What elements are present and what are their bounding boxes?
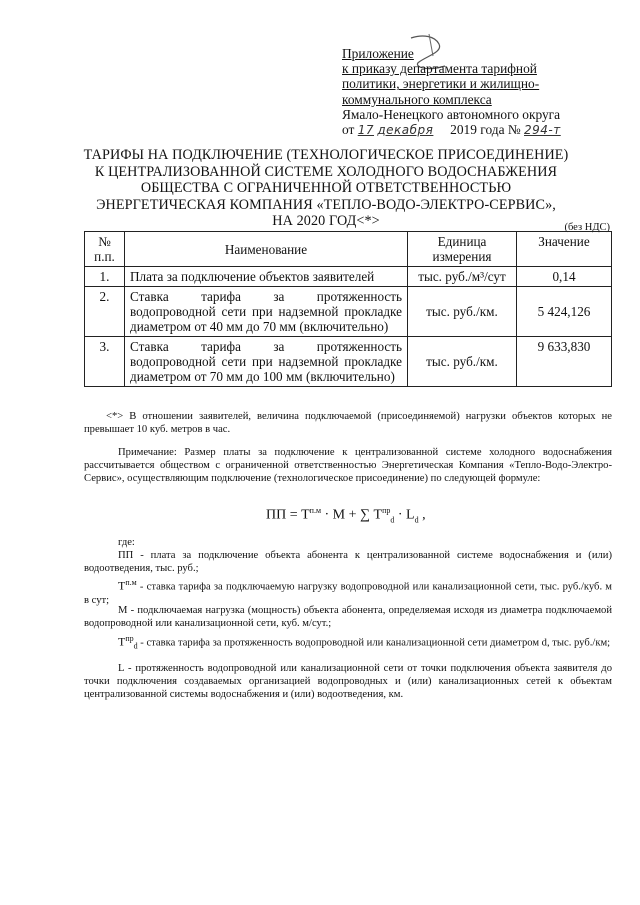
date-prefix: от [342, 122, 355, 138]
row-value: 5 424,126 [517, 287, 612, 337]
appendix-header [342, 46, 610, 138]
definition-pp: ПП - плата за подключение объекта абонента к централизованной системе водоснабжения и (или) водоотведения, тыс. руб.; [84, 550, 612, 575]
vat-note: (без НДС) [564, 222, 610, 233]
appendix-line: Приложение [342, 46, 414, 61]
def-td-sup: пр [125, 634, 134, 643]
where-text: где: [118, 537, 135, 548]
formula-lhs: ПП = Т [266, 507, 310, 523]
date-year: 2019 года № [450, 122, 521, 138]
date-day: 17 [357, 123, 375, 138]
appendix-line: политики, энергетики и жилищно- [342, 76, 540, 92]
row-unit: тыс. руб./м³/сут [408, 267, 517, 287]
def-t-sup: п.м [125, 578, 137, 587]
row-unit: тыс. руб./км. [408, 337, 517, 387]
row-name [125, 267, 408, 287]
row-name [125, 287, 408, 337]
row-name-text: Плата за подключение объектов заявителей [130, 269, 375, 284]
formula-td-sub: d [390, 515, 395, 525]
header-name: Наименование [125, 232, 408, 267]
def-t-text: - ставка тарифа за подключаемую нагрузку водопроводной или канализационной сети, тыс. руб./куб. м в сут; [84, 581, 612, 606]
appendix-line: к приказу департамента тарифной [342, 61, 537, 77]
title-line: НА 2020 ГОД<*> [272, 213, 380, 230]
row-value: 9 633,830 [517, 337, 612, 387]
definition-l: L - протяженность водопроводной или канализационной сети от точки подключения объекта заявителя до точки подключения создаваемых организацией водопроводных и (или) канализационных сетей к объектам централизованной системы водоснабжения и (или) водоотведения, км. [84, 663, 612, 701]
appendix-line: коммунального комплекса [342, 91, 492, 107]
def-td-text: - ставка тарифа за протяженность водопроводной или канализационной сети диаметром d, тыс. руб./км; [137, 637, 611, 649]
definition-m: М - подключаемая нагрузка (мощность) объекта абонента, определяемая исходя из диаметра подключаемой водопроводной или канализационной сети, куб. м/сут.; [84, 605, 612, 630]
row-num: 3. [85, 337, 125, 387]
row-unit: тыс. руб./км. [408, 287, 517, 337]
title-line: ЭНЕРГЕТИЧЕСКАЯ КОМПАНИЯ «ТЕПЛО-ВОДО-ЭЛЕКТРО-СЕРВИС», [96, 196, 556, 213]
title-line: ОБЩЕСТВА С ОГРАНИЧЕННОЙ ОТВЕТСТВЕННОСТЬЮ [140, 180, 512, 197]
title-line: ТАРИФЫ НА ПОДКЛЮЧЕНИЕ (ТЕХНОЛОГИЧЕСКОЕ ПРИСОЕДИНЕНИЕ) [83, 147, 569, 163]
formula-t-sup: п.м [309, 506, 322, 515]
row-num: 2. [85, 287, 125, 337]
formula-l-sub: d [414, 515, 419, 525]
appendix-date-line [342, 122, 610, 138]
definition-t [84, 576, 612, 607]
table-row [85, 267, 612, 287]
def-t-symbol: Т [118, 578, 126, 593]
tariff-table [84, 231, 612, 387]
formula-tail: , [418, 507, 426, 523]
def-td-symbol: Т [118, 634, 126, 649]
table-row [85, 337, 612, 387]
formula-td-sup: пр [382, 506, 391, 515]
row-name [125, 337, 408, 387]
row-value: 0,14 [517, 267, 612, 287]
table-row [85, 287, 612, 337]
document-title [40, 147, 612, 230]
row-name-text: Ставка тарифа за протяженность водопроводной сети при надземной прокладке диаметром от 40 мм до 70 мм (включительно) [130, 289, 402, 334]
row-num: 1. [85, 267, 125, 287]
header-value: Значение [517, 232, 612, 267]
note-paragraph: Примечание: Размер платы за подключение к централизованной системе холодного водоснабжения рассчитывается обществом с ограниченной ответственностью Энергетическая Компания «Тепло-Водо-Электро-Сервис», осуществляющим подключение (технологическое присоединение) по следующей формуле: [84, 447, 612, 485]
appendix-line: Ямало-Ненецкого автономного округа [342, 106, 561, 122]
formula-mid: · М + ∑ Т [321, 507, 383, 523]
footnote: <*> В отношении заявителей, величина подключаемой (присоединяемой) нагрузки объектов которых не превышает 10 куб. метров в час. [84, 411, 612, 435]
row-name-text: Ставка тарифа за протяженность водопроводной сети при надземной прокладке диаметром от 70 мм до 100 мм (включительно) [130, 339, 402, 384]
note-block [84, 446, 612, 486]
order-number: 294-т [524, 123, 561, 138]
header-unit: Единица измерения [408, 232, 517, 267]
date-month: декабря [377, 123, 434, 138]
formula [266, 506, 426, 524]
def-td-sub: d [133, 641, 138, 651]
title-line: К ЦЕНТРАЛИЗОВАННОЙ СИСТЕМЕ ХОЛОДНОГО ВОДОСНАБЖЕНИЯ [94, 163, 558, 180]
definition-td [84, 632, 612, 653]
table-header-row [85, 232, 612, 267]
where-label [84, 536, 612, 549]
formula-l: · L [394, 507, 415, 523]
header-num: № п.п. [85, 232, 125, 267]
